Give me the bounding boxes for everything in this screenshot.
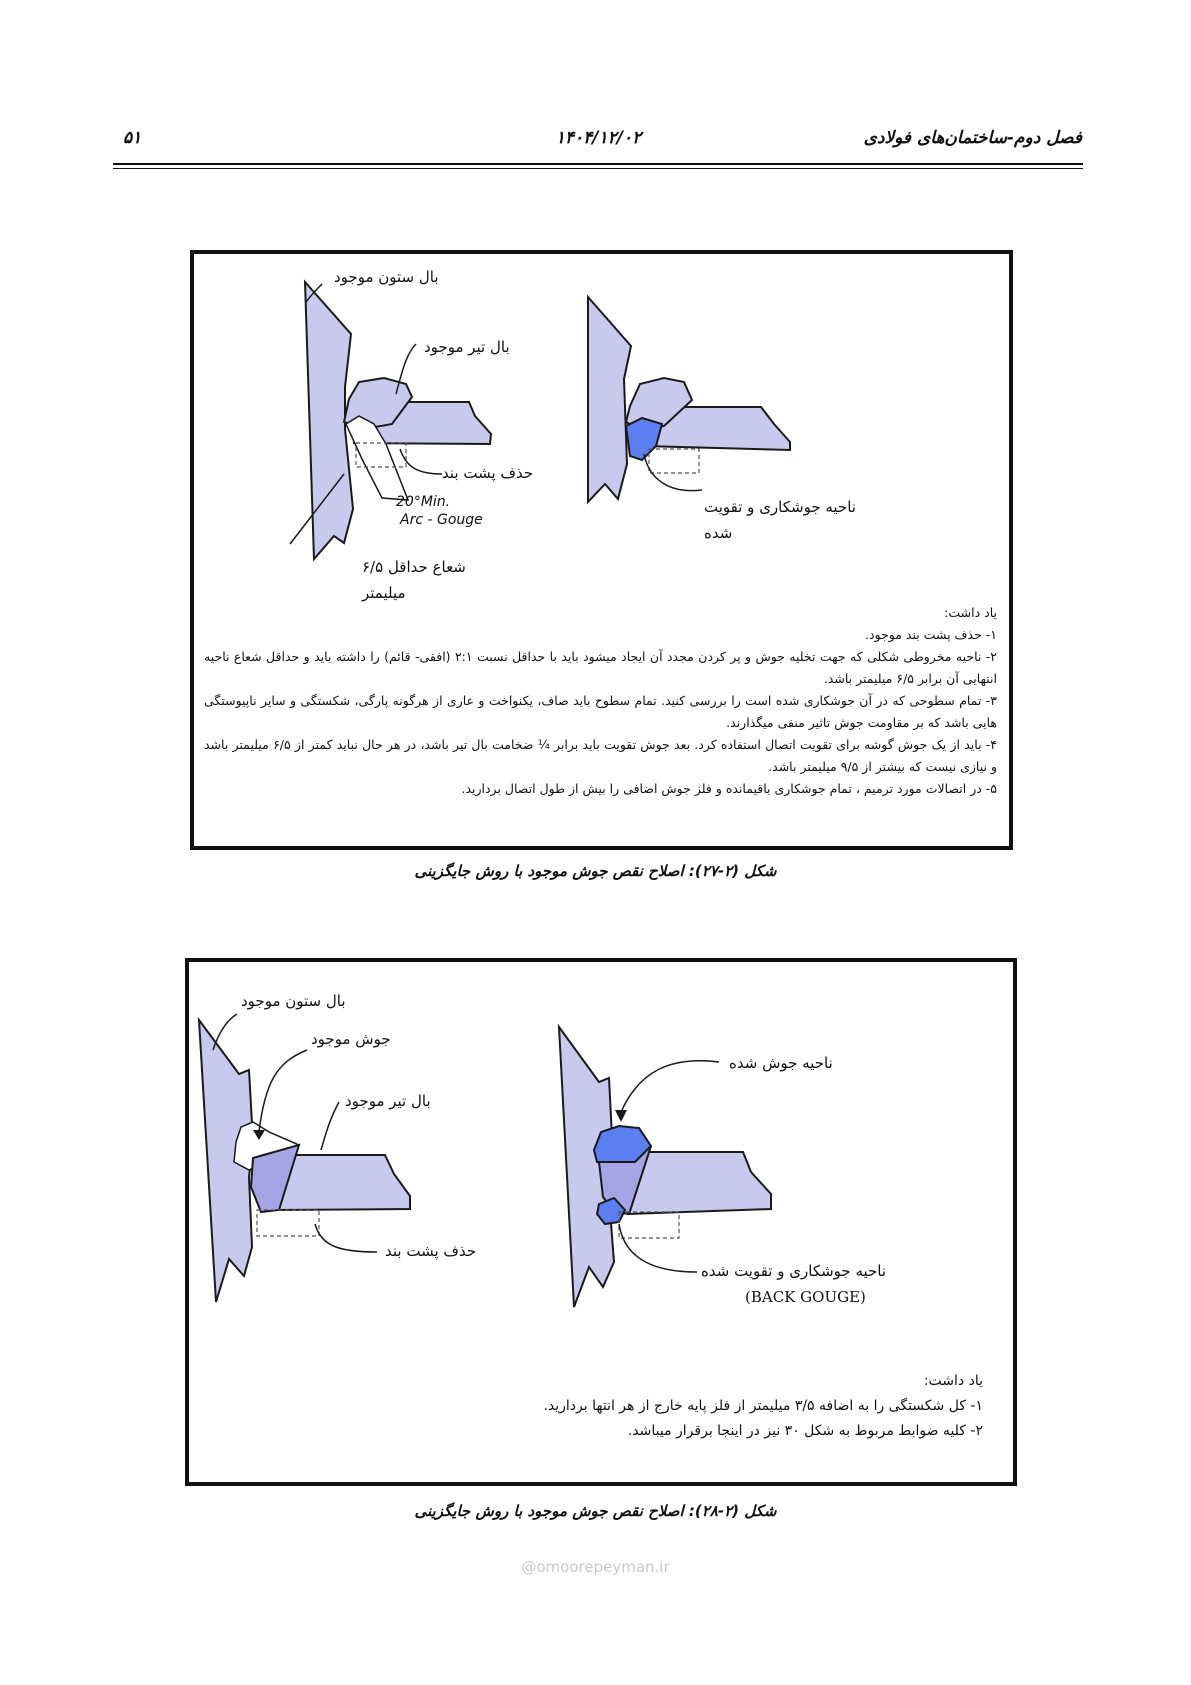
label-column-flange: بال ستون موجود	[334, 268, 439, 286]
header-date: ۱۴۰۴/۱۲/۰۲	[555, 128, 642, 148]
note-item: ۳- تمام سطوحی که در آن جوشکاری شده است را بررسی کنید. تمام سطوح باید صاف، یکنواخت و عاری از هرگونه پارگی، شکستگی و سایر ناپیوستگی هایی باشد که بر مقاومت جوش تاثیر منفی میگذارند.	[204, 693, 997, 730]
backing-dashed-right	[619, 1212, 679, 1238]
figure-27-notes	[204, 602, 997, 800]
header-rule	[113, 163, 1083, 165]
note-item: ۲- ناحیه مخروطی شکلی که جهت تخلیه جوش و پر کردن مجدد آن ایجاد میشود باید با حداقل نسبت ۲:۱ (افقی- قائم) را داشته باید و حداقل شعاع ناحیه انتهایی آن برابر ۶/۵ میلیمتر باشد.	[204, 649, 997, 686]
label-beam-flange: بال تیر موجود	[345, 1092, 431, 1110]
label-reinforced-area-2: شده	[704, 524, 733, 542]
chapter-title: فصل دوم-ساختمان‌های فولادی	[863, 128, 1082, 148]
figure-28-caption: شکل (۲-۲۸): اصلاح نقص جوش موجود با روش جایگزینی	[414, 1502, 777, 1520]
watermark: @omoorepeyman.ir	[521, 1558, 670, 1576]
figure-27-caption: شکل (۲-۲۷): اصلاح نقص جوش موجود با روش جایگزینی	[414, 862, 777, 880]
label-existing-weld: جوش موجود	[311, 1030, 391, 1048]
label-beam-flange: بال تیر موجود	[424, 338, 510, 356]
page-number: ۵۱	[123, 128, 142, 148]
label-radius-unit: میلیمتر	[362, 584, 406, 602]
note-item: ۱- حذف پشت بند موجود.	[865, 627, 997, 642]
label-arc-gouge: Arc - Gouge	[400, 512, 483, 528]
label-column-flange: بال ستون موجود	[241, 992, 346, 1010]
figure-28-frame	[185, 958, 1017, 1486]
page-header	[115, 128, 1082, 158]
backing-dashed	[257, 1210, 319, 1236]
label-remove-backing: حذف پشت بند	[442, 464, 534, 482]
notes-title: یاد داشت:	[944, 605, 997, 620]
note-item: ۲- کلیه ضوابط مربوط به شکل ۳۰ نیز در اینجا برقرار میباشد.	[627, 1423, 983, 1439]
label-reinforced-area: ناحیه جوشکاری و تقویت	[704, 498, 856, 516]
note-item: ۱- کل شکستگی را به اضافه ۳/۵ میلیمتر از فلز پایه خارج از هر انتها بردارید.	[543, 1398, 983, 1414]
new-weld-shape	[626, 418, 662, 460]
label-back-gouge: (BACK GOUGE)	[745, 1288, 866, 1306]
label-reinforced-area: ناحیه جوشکاری و تقویت شده	[701, 1262, 887, 1280]
note-item: ۴- باید از یک جوش گوشه برای تقویت اتصال استفاده کرد. بعد جوش تقویت باید برابر ¼ ضخامت بال تیر باشد، در هر حال نباید کمتر از ۶/۵ میلیمتر باشد و نیازی نیست که بیشتر از ۹/۵ میلیمتر باشد.	[204, 737, 998, 774]
notes-title: یاد داشت:	[923, 1373, 983, 1389]
backing-dashed-right	[649, 449, 699, 473]
label-remove-backing: حذف پشت بند	[385, 1242, 477, 1260]
label-gouge-angle: 20°Min.	[396, 494, 451, 510]
label-radius: شعاع حداقل ۶/۵	[362, 558, 466, 576]
figure-27-frame	[190, 250, 1013, 850]
column-flange-shape-right	[588, 297, 631, 502]
label-welded-area: ناحیه جوش شده	[729, 1054, 833, 1072]
beam-flange-shape	[275, 1155, 410, 1210]
figure-28-notes	[209, 1369, 983, 1444]
header-rule-thin	[113, 168, 1083, 169]
note-item: ۵- در اتصالات مورد ترمیم ، تمام جوشکاری باقیمانده و فلز جوش اضافی را بیش از طول اتصال بردارید.	[461, 781, 997, 796]
beam-flange-shape-right	[629, 1152, 771, 1214]
